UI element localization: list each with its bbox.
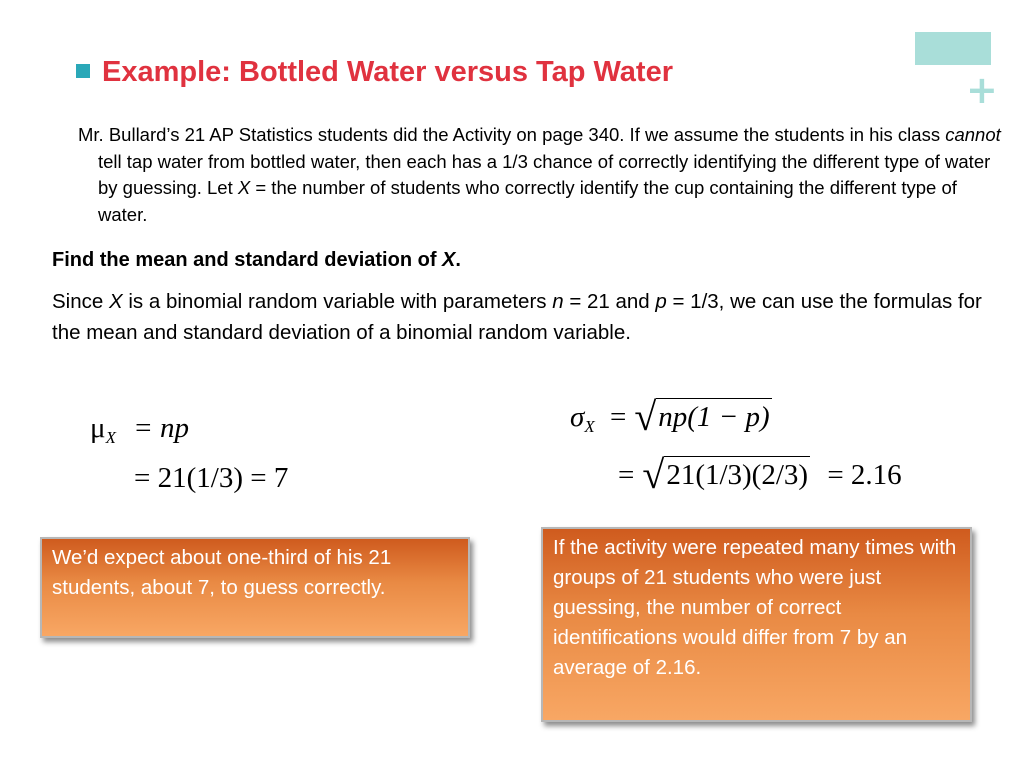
mean-formula-line2: = 21(1/3) = 7 xyxy=(134,462,289,494)
since-text-4: = 1/3, we can use the formulas for the mean and standard deviation of a binomial random variable. xyxy=(52,290,982,344)
sd-interpretation-text: If the activity were repeated many times with groups of 21 students who were just guessing, the number of correct identifications would differ from 7 by an average of 2.16. xyxy=(553,536,957,679)
intro-text-3: = the number of students who correctly identify the cup containing the different type of water. xyxy=(98,177,957,225)
question-prompt xyxy=(52,246,461,274)
intro-variable: X xyxy=(237,177,251,198)
sqrt-icon: √ xyxy=(642,452,665,497)
sd-formula-line1 xyxy=(570,394,772,445)
intro-emphasis: cannot xyxy=(945,124,1001,145)
mean-interpretation-text: We’d expect about one-third of his 21 students, about 7, to guess correctly. xyxy=(52,546,392,599)
corner-accent-block xyxy=(915,32,991,65)
sd-equals-2: = xyxy=(618,459,635,491)
sd-radicand-1-text: np(1 − p) xyxy=(658,401,770,433)
since-paragraph xyxy=(52,287,987,348)
sqrt-icon: √ xyxy=(634,394,657,439)
since-text-2: is a binomial random variable with parameters xyxy=(122,290,553,313)
since-var-x: X xyxy=(108,290,123,313)
since-text-3: = 21 and xyxy=(563,290,656,313)
intro-paragraph xyxy=(78,122,1003,228)
mu-symbol: μ xyxy=(90,412,106,444)
prompt-text: Find the mean and standard deviation of xyxy=(52,249,443,271)
since-text-1: Since xyxy=(52,290,109,313)
sd-equals-1: = xyxy=(609,401,627,433)
mean-rhs: = np xyxy=(133,412,190,444)
mean-formula-line1 xyxy=(90,410,189,456)
intro-text-2: tell tap water from bottled water, then each has a 1/3 chance of correctly identifying the different type of water by guessing. Let xyxy=(98,150,991,198)
sigma-symbol: σ xyxy=(570,401,585,433)
sd-result: = 2.16 xyxy=(827,459,902,491)
since-var-n: n xyxy=(552,290,564,313)
sd-subscript: X xyxy=(584,417,595,436)
mean-subscript: X xyxy=(105,428,116,447)
sd-interpretation-callout xyxy=(541,527,972,722)
slide-title: Example: Bottled Water versus Tap Water xyxy=(102,56,674,88)
sd-radicand-2: 21(1/3)(2/3) xyxy=(664,456,810,491)
prompt-end: . xyxy=(455,249,461,271)
prompt-variable: X xyxy=(442,249,456,271)
plus-icon: + xyxy=(966,68,998,112)
sd-formula-line2 xyxy=(618,452,902,497)
title-bullet-icon xyxy=(76,64,90,78)
sd-radicand-1 xyxy=(656,398,771,433)
since-var-p: p xyxy=(655,290,667,313)
mean-interpretation-callout xyxy=(40,537,470,638)
intro-text-1: Mr. Bullard’s 21 AP Statistics students did the Activity on page 340. If we assume the students in his class xyxy=(78,124,946,145)
